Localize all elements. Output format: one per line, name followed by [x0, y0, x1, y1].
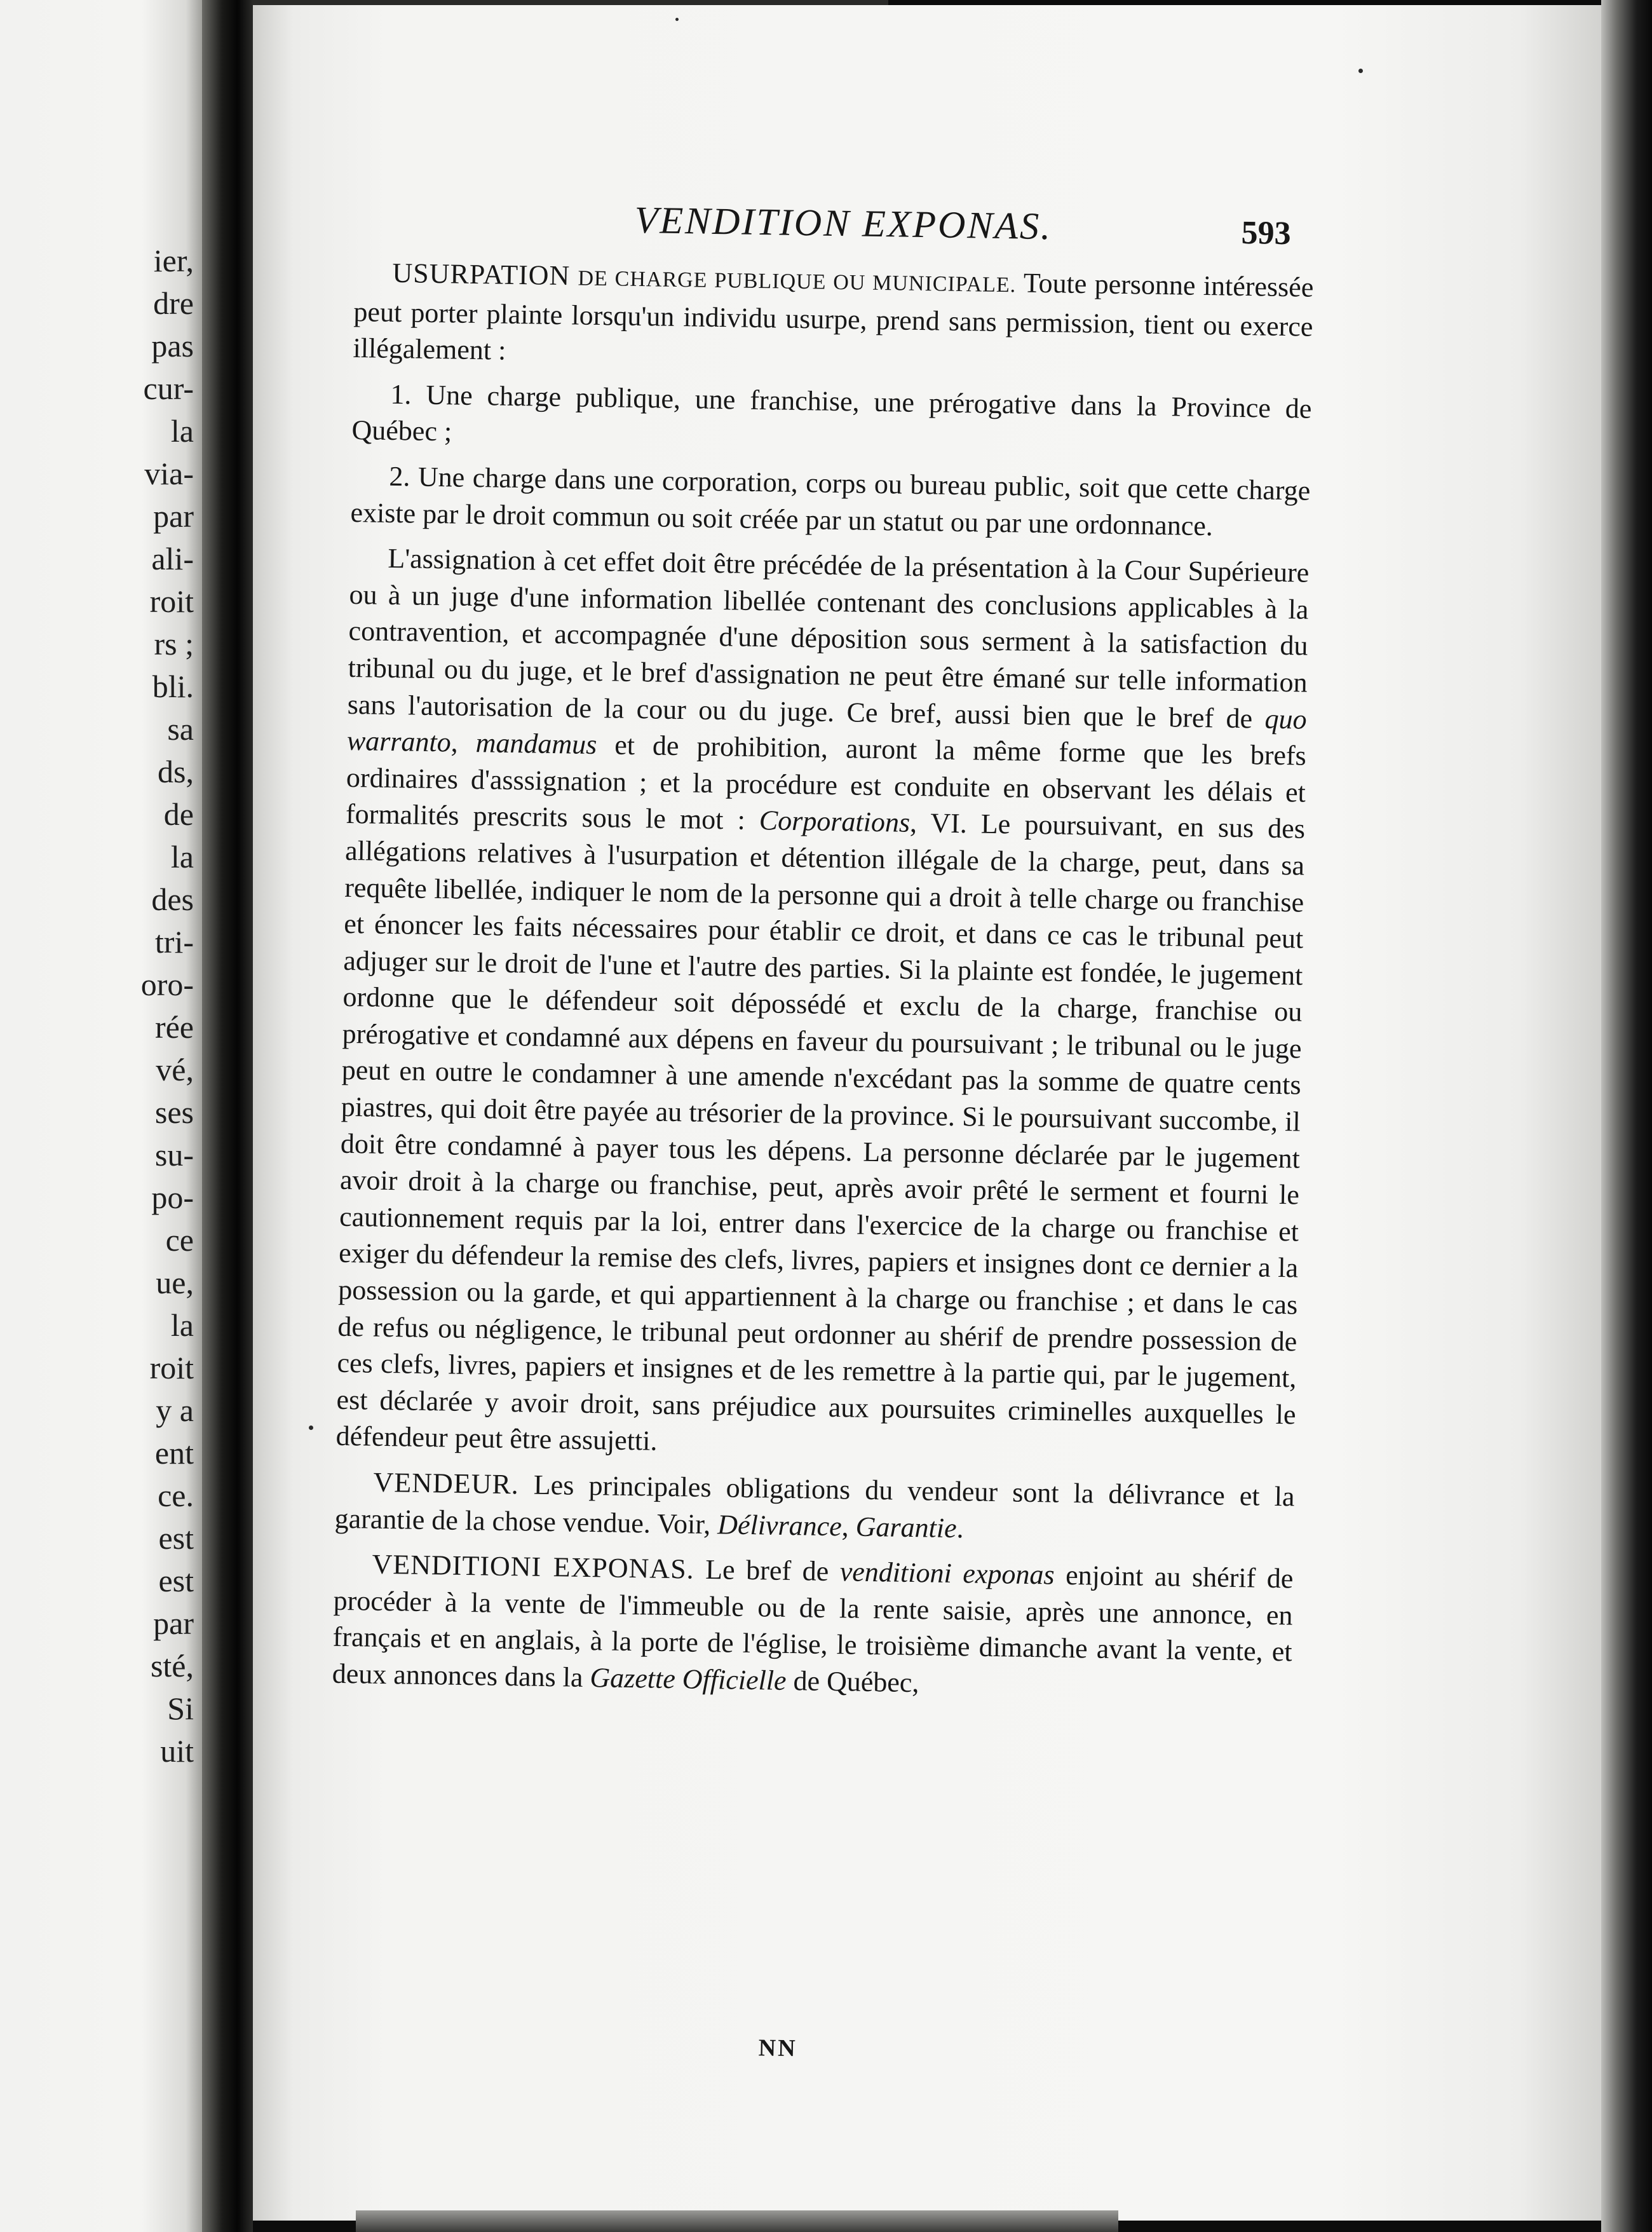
entry-venditioni-exponas: [332, 1546, 1293, 1707]
item-text: Une charge dans une corporation, corps ou bureau public, soit que cette charge existe par le droit commun ou soit créée par un statut ou par une ordonnance.: [350, 461, 1311, 541]
entry-text: ,: [841, 1510, 856, 1542]
entry-headword-continuation: DE CHARGE PUBLIQUE OU MUNICIPALE.: [578, 266, 1017, 297]
left-page-fragment: tri-: [154, 924, 194, 960]
entry-headword: USURPATION: [392, 257, 571, 292]
entry-headword: VENDITIONI EXPONAS.: [372, 1548, 695, 1585]
left-page-fragment: vé,: [156, 1052, 194, 1087]
left-page-fragment: est: [158, 1520, 194, 1556]
left-page-fragment: ent: [154, 1435, 194, 1471]
left-page-fragment: ce.: [158, 1478, 194, 1513]
left-page-fragment: sté,: [150, 1648, 194, 1684]
item-number: 2.: [389, 460, 410, 493]
page-text-block: [325, 172, 1315, 2163]
left-page-fragment: ds,: [158, 754, 194, 789]
left-page-fragment: cur-: [143, 371, 194, 406]
page-number: 593: [1241, 214, 1292, 252]
left-page-fragment: su-: [154, 1137, 194, 1173]
left-page-fragment: rs ;: [154, 626, 194, 662]
left-page-fragment: via-: [144, 456, 194, 491]
italic-term: venditioni exponas: [839, 1556, 1055, 1591]
left-page-fragment: ce: [165, 1222, 194, 1258]
left-page-fragment: roit: [149, 1350, 194, 1385]
item-number: 1.: [390, 378, 412, 411]
numbered-item: [350, 458, 1311, 546]
signature-mark: NN: [758, 2034, 797, 2062]
left-page-fragment: roit: [149, 583, 194, 619]
left-page-fragment: rée: [154, 1009, 194, 1045]
left-page-fragment: ses: [154, 1094, 194, 1130]
left-page-fragment: par: [153, 498, 194, 534]
entry-paragraph: [335, 540, 1309, 1469]
left-page-fragment: sa: [167, 711, 194, 747]
left-page-edge: [0, 0, 202, 2232]
left-page-fragment: la: [170, 1307, 194, 1343]
left-page-fragment: est: [158, 1563, 194, 1598]
entry-text: enjoint au shérif de procéder à la vente de l'immeuble ou de la rente saisie, après une annonce, en français et en anglais, à la porte de l'église, le troisième dimanche avant la vente, et deux annonces dans la: [332, 1559, 1294, 1694]
entry-text: Le bref de: [705, 1554, 841, 1588]
left-page-fragment: Si: [167, 1691, 194, 1726]
left-page-fragment: uit: [160, 1733, 194, 1769]
entry-text: Toute personne intéressée peut porter plainte lorsqu'un individu usurpe, prend sans permission, tient ou exerce illégalement :: [353, 267, 1314, 366]
paper-speck: [1358, 69, 1363, 73]
left-page-fragment: par: [153, 1605, 194, 1641]
left-page-fragment: la: [170, 839, 194, 874]
paragraph-text: ,: [450, 726, 477, 759]
italic-term: Délivrance: [717, 1508, 843, 1542]
left-page-fragment: des: [151, 881, 194, 917]
left-page-fragment: dre: [153, 285, 194, 321]
italic-term: quo warranto: [346, 703, 1308, 758]
entry-text: de Québec,: [786, 1664, 919, 1699]
left-page-fragment: ali-: [151, 541, 194, 576]
left-page-fragment: ue,: [156, 1265, 194, 1300]
left-page-fragment: po-: [151, 1180, 194, 1215]
left-page-fragment: la: [170, 413, 194, 449]
italic-term: mandamus: [475, 727, 597, 761]
paragraph-text: et de prohibition, auront la même forme que les brefs ordinaires d'asssignation ; et la procédure est conduite en observant les délais et formalités prescrits sous le mot :: [345, 729, 1307, 836]
entry-text: Les principales obligations du vendeur sont la délivrance et la garantie de la chose vendue. Voir,: [334, 1469, 1295, 1540]
book-gutter: [202, 0, 253, 2232]
left-page-fragment: oro-: [140, 967, 194, 1002]
left-page-fragment: de: [163, 796, 194, 832]
item-text: Une charge publique, une franchise, une prérogative dans la Province de Québec ;: [351, 379, 1312, 447]
entry-usurpation: [353, 254, 1314, 381]
running-head: VENDITION EXPONAS.: [634, 198, 1053, 248]
dictionary-entries: [332, 254, 1313, 1707]
italic-term: Garantie: [855, 1511, 957, 1544]
paper-speck: [675, 18, 679, 21]
left-page-fragment: pas: [151, 328, 194, 364]
numbered-item: [351, 376, 1312, 464]
entry-headword: VENDEUR.: [373, 1466, 520, 1500]
scan-bottom-edge: [356, 2210, 1118, 2232]
entry-text: .: [956, 1512, 964, 1544]
paragraph-text: , VI. Le poursuivant, en sus des allégations relatives à l'usurpation et détention illégale de la charge, peut, dans sa requête libellée, indiquer le nom de la personne qui a droit à telle charge ou franchise et énoncer les faits nécessaires pour établir ce droit, et dans ce cas le tribunal peut adjuger sur le droit de l'une et l'autre des parties. Si la plainte est fondée, le jugement ordonne que le défendeur soit dépossédé et exclu de la charge, franchise ou prérogative et condamné aux dépens en faveur du poursuivant ; le tribunal ou le juge peut en outre le condamner à une amende n'excédant pas la somme de quatre cents piastres, qui doit être payée au trésorier de la province. Si le poursuivant succombe, il doit être condamné à payer tous les dépens. La personne déclarée par le jugement avoir droit à la charge ou franchise, peut, après avoir prêté le serment et fourni le cautionnement requis par la loi, entrer dans l'exercice de la charge ou franchise et exiger du défendeur la remise des clefs, livres, papiers et insignes dont ce dernier a la possession ou la garde, et qui appartiennent à la charge ou franchise ; et dans le cas de refus ou négligence, le tribunal peut ordonner au shérif de prendre possession de ces clefs, livres, papiers et insignes et de les remettre à la partie qui, par le jugement, est déclarée y avoir droit, sans préjudice aux poursuites criminelles auxquelles le défendeur peut être assujetti.: [335, 807, 1306, 1457]
italic-term: Corporations: [759, 805, 911, 839]
left-page-fragment: ier,: [153, 243, 194, 278]
entry-vendeur: [334, 1464, 1295, 1552]
paragraph-text: L'assignation à cet effet doit être précédée de la présentation à la Cour Supérieure ou à un juge d'une information libellée contenant des conclusions applicables à la contravention, et accompagnée d'une déposition sous serment à la satisfaction du tribunal ou du juge, et le bref d'assignation ne peut être émané sur telle information sans l'autorisation de la cour ou du juge. Ce bref, aussi bien que le bref de: [347, 543, 1310, 735]
left-page-fragment: bli.: [152, 669, 194, 704]
paper-speck: [309, 1426, 313, 1430]
right-page-edge: [1601, 0, 1652, 2232]
italic-term: Gazette Officielle: [590, 1662, 787, 1696]
left-page-fragment: y a: [156, 1392, 194, 1428]
